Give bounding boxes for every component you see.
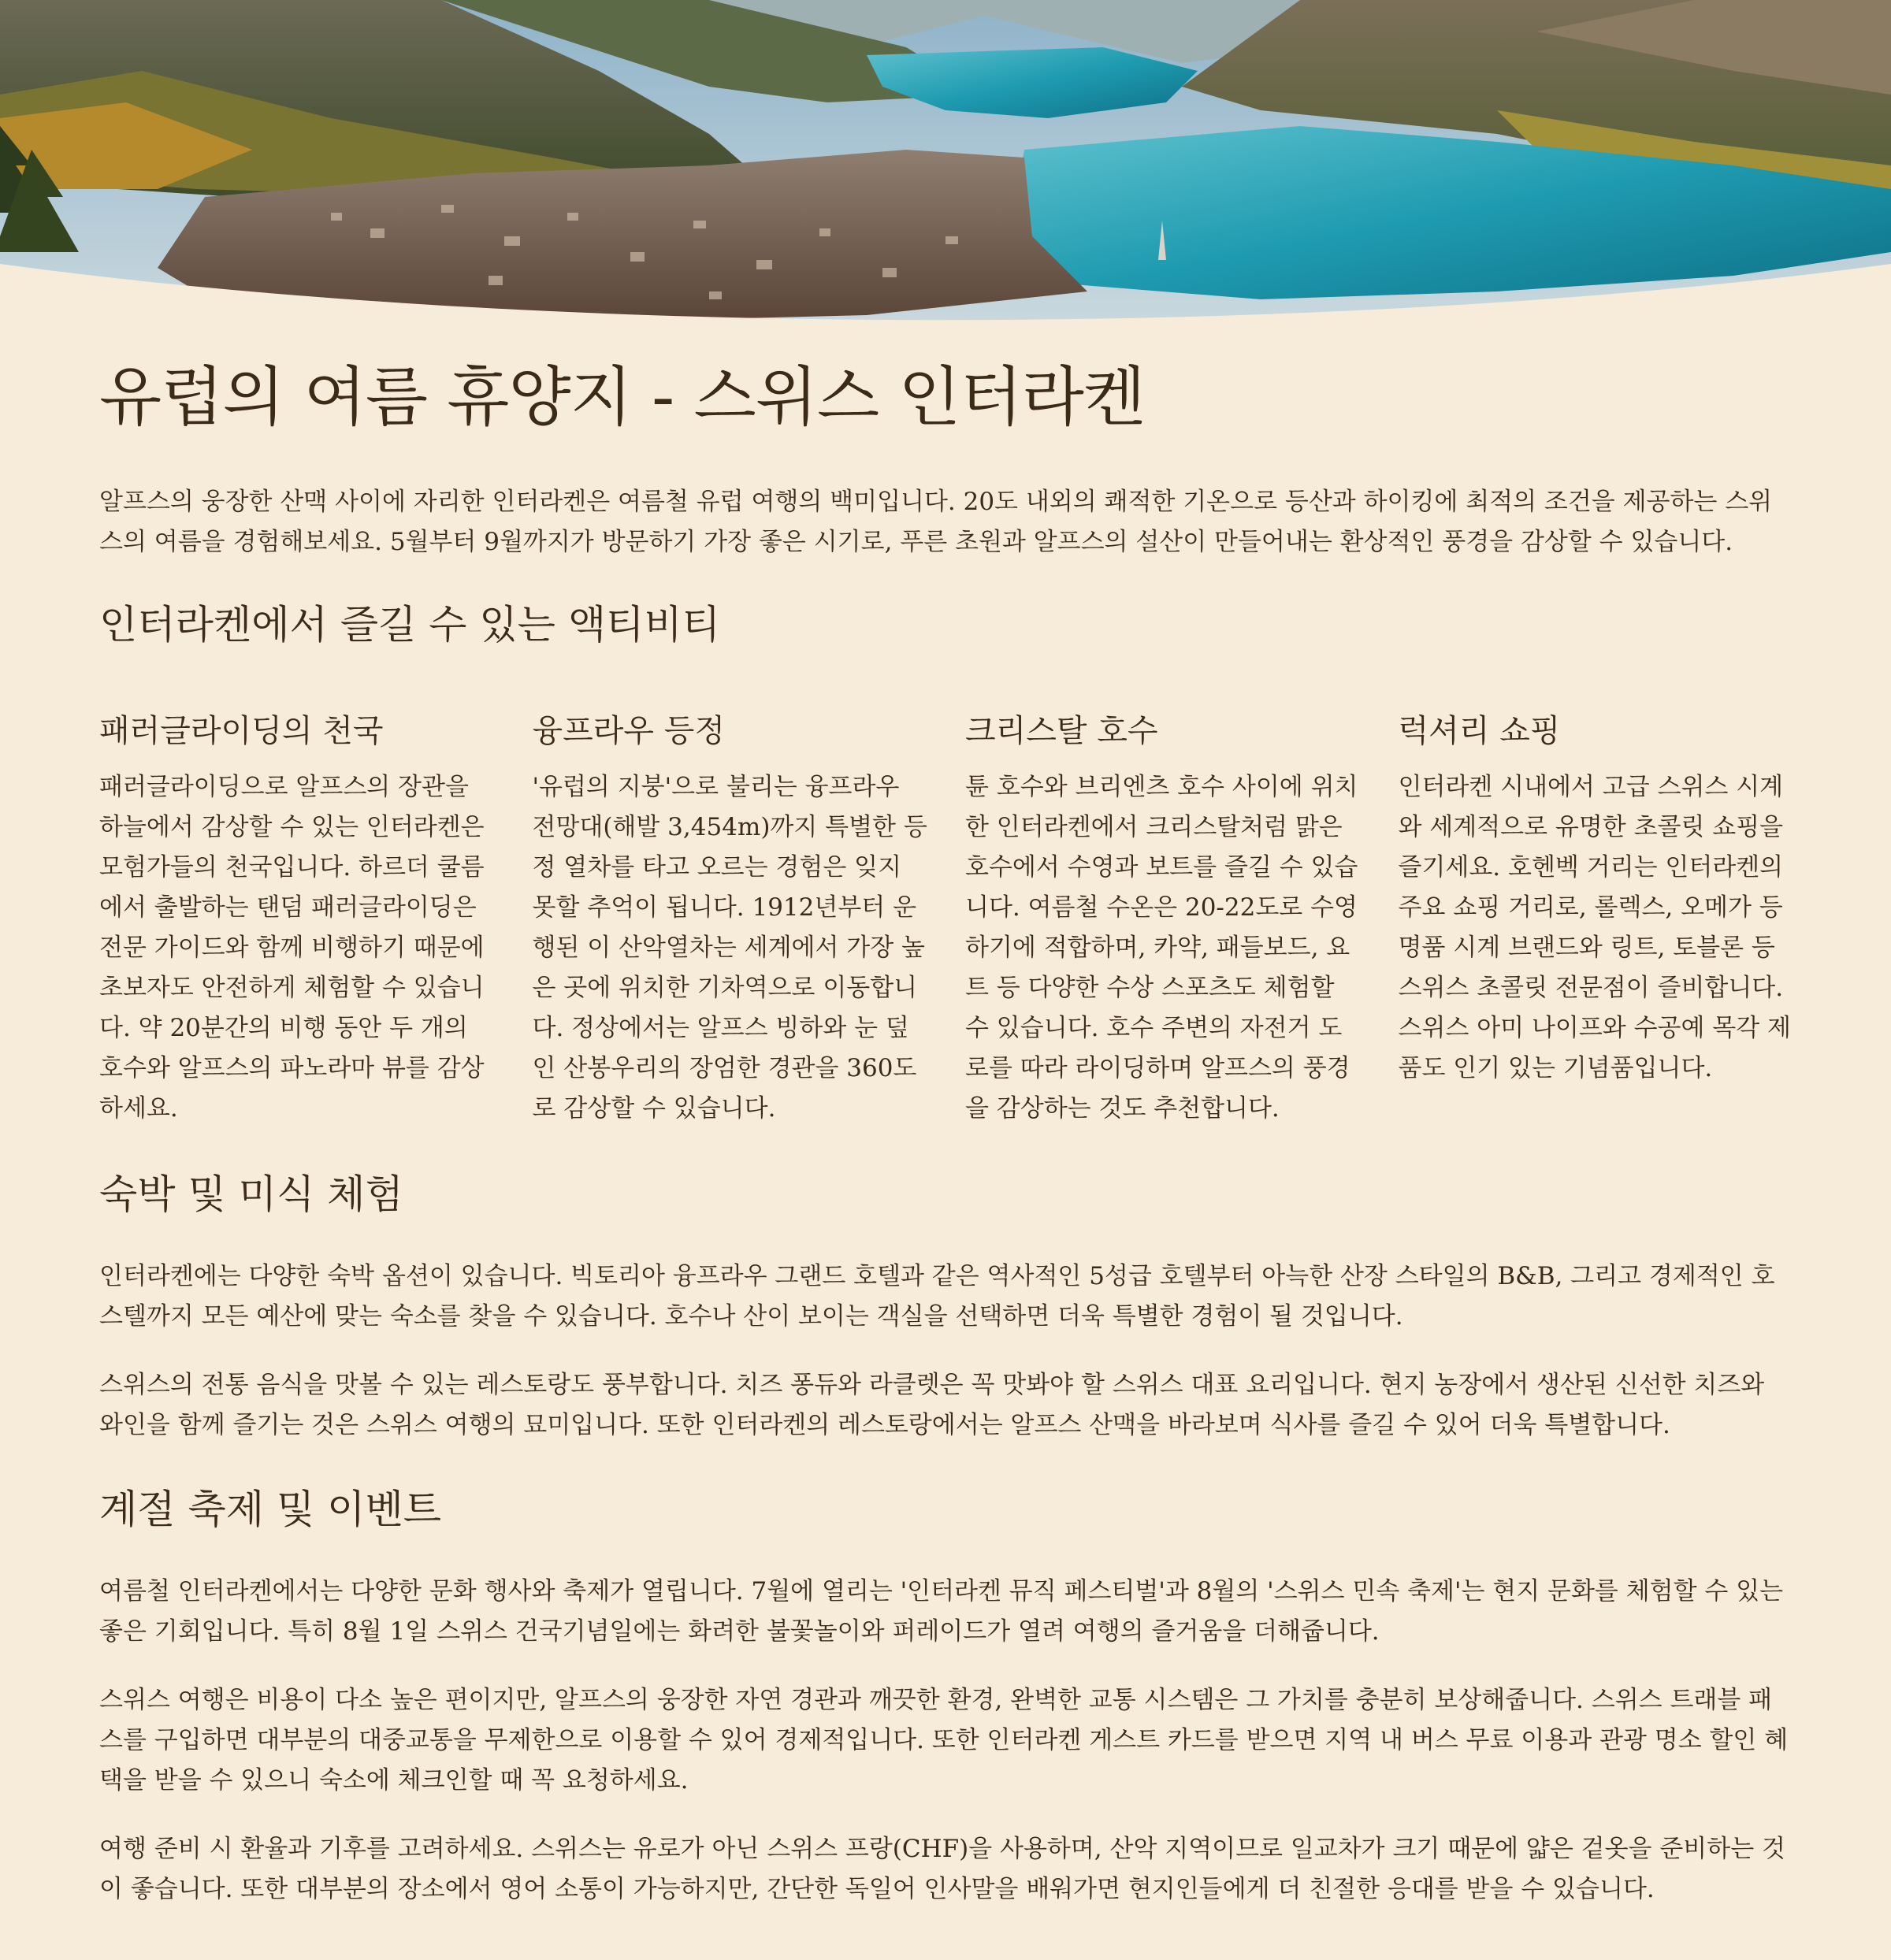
article [99, 355, 1793, 1910]
activity-card [99, 709, 495, 1129]
activity-title: 패러글라이딩의 천국 [99, 713, 384, 749]
activity-title: 럭셔리 쇼핑 [1398, 713, 1561, 749]
stay-paragraph: 인터라켄에는 다양한 숙박 옵션이 있습니다. 빅토리아 융프라우 그랜드 호텔과 같은 역사적인 5성급 호텔부터 아늑한 산장 스타일의 B&B, 그리고 경제적인 호스텔까지 모든 예산에 맞는 숙소를 찾을 수 있습니다. 호수나 산이 보이는 객실을 선택하면 더욱 특별한 경험이 될 것입니다. [99, 1262, 1775, 1331]
stay-heading: 숙박 및 미식 체험 [99, 1171, 403, 1217]
activity-text: 패러글라이딩으로 알프스의 장관을 하늘에서 감상할 수 있는 인터라켄은 모험가들의 천국입니다. 하르더 쿨름에서 출발하는 탠덤 패러글라이딩은 전문 가이드와 함께 비행하기 때문에 초보자도 안전하게 체험할 수 있습니다. 약 20분간의 비행 동안 두 개의 호수와 알프스의 파노라마 뷰를 감상하세요. [99, 773, 485, 1123]
festivals-paragraph: 여행 준비 시 환율과 기후를 고려하세요. 스위스는 유로가 아닌 스위스 프랑(CHF)을 사용하며, 산악 지역이므로 일교차가 크기 때문에 얇은 겉옷을 준비하는 것이 좋습니다. 또한 대부분의 장소에서 영어 소통이 가능하지만, 간단한 독일어 인사말을 배워가면 현지인들에게 더 친절한 응대를 받을 수 있습니다. [99, 1835, 1785, 1903]
activity-title: 융프라우 등정 [532, 713, 726, 749]
stay-paragraph: 스위스의 전통 음식을 맛볼 수 있는 레스토랑도 풍부합니다. 치즈 퐁듀와 라클렛은 꼭 맛봐야 할 스위스 대표 요리입니다. 현지 농장에서 생산된 신선한 치즈와 와인을 함께 즐기는 것은 스위스 여행의 묘미입니다. 또한 인터라켄의 레스토랑에서는 알프스 산맥을 바라보며 식사를 즐길 수 있어 더욱 특별합니다. [99, 1371, 1765, 1439]
hero-banner [0, 0, 1891, 323]
activity-card [533, 709, 928, 1129]
activity-text: 인터라켄 시내에서 고급 스위스 시계와 세계적으로 유명한 초콜릿 쇼핑을 즐기세요. 호헨벡 거리는 인터라켄의 주요 쇼핑 거리로, 롤렉스, 오메가 등 명품 시계 브랜드와 링트, 토블론 등 스위스 초콜릿 전문점이 즐비합니다. 스위스 아미 나이프와 수공예 목각 제품도 인기 있는 기념품입니다. [1398, 773, 1791, 1082]
activity-text: 튠 호수와 브리엔츠 호수 사이에 위치한 인터라켄에서 크리스탈처럼 맑은 호수에서 수영과 보트를 즐길 수 있습니다. 여름철 수온은 20-22도로 수영하기에 적합하며, 카약, 패들보드, 요트 등 다양한 수상 스포츠도 체험할 수 있습니다. 호수 주변의 자전거 도로를 따라 라이딩하며 알프스의 풍경을 감상하는 것도 추천합니다. [965, 773, 1358, 1123]
activity-text: '유럽의 지붕'으로 불리는 융프라우 전망대(해발 3,454m)까지 특별한 등정 열차를 타고 오르는 경험은 잊지 못할 추억이 됩니다. 1912년부터 운행된 이 산악열차는 세계에서 가장 높은 곳에 위치한 기차역으로 이동합니다. 정상에서는 알프스 빙하와 눈 덮인 산봉우리의 장엄한 경관을 360도로 감상할 수 있습니다. [532, 773, 927, 1123]
festivals-paragraph: 여름철 인터라켄에서는 다양한 문화 행사와 축제가 열립니다. 7월에 열리는 '인터라켄 뮤직 페스티벌'과 8월의 '스위스 민속 축제'는 현지 문화를 체험할 수 있는 좋은 기회입니다. 특히 8월 1일 스위스 건국기념일에는 화려한 불꽃놀이와 퍼레이드가 열려 여행의 즐거움을 더해줍니다. [99, 1577, 1784, 1646]
intro-paragraph: 알프스의 웅장한 산맥 사이에 자리한 인터라켄은 여름철 유럽 여행의 백미입니다. 20도 내외의 쾌적한 기온으로 등산과 하이킹에 최적의 조건을 제공하는 스위스의 여름을 경험해보세요. 5월부터 9월까지가 방문하기 가장 좋은 시기로, 푸른 초원과 알프스의 설산이 만들어내는 환상적인 풍경을 감상할 수 있습니다. [99, 488, 1773, 556]
activity-title: 크리스탈 호수 [965, 713, 1158, 749]
activities-grid [99, 709, 1793, 1129]
activity-card [1399, 709, 1794, 1129]
hero-landscape-image [0, 0, 1891, 323]
festivals-paragraph: 스위스 여행은 비용이 다소 높은 편이지만, 알프스의 웅장한 자연 경관과 깨끗한 환경, 완벽한 교통 시스템은 그 가치를 충분히 보상해줍니다. 스위스 트래블 패스를 구입하면 대부분의 대중교통을 무제한으로 이용할 수 있어 경제적입니다. 또한 인터라켄 게스트 카드를 받으면 지역 내 버스 무료 이용과 관광 명소 할인 혜택을 받을 수 있으니 숙소에 체크인할 때 꼭 요청하세요. [99, 1686, 1789, 1795]
activity-card [965, 709, 1361, 1129]
festivals-heading: 계절 축제 및 이벤트 [99, 1487, 442, 1532]
activities-heading: 인터라켄에서 즐길 수 있는 액티비티 [99, 602, 721, 648]
page-title: 유럽의 여름 휴양지 - 스위스 인터라켄 [99, 360, 1146, 435]
